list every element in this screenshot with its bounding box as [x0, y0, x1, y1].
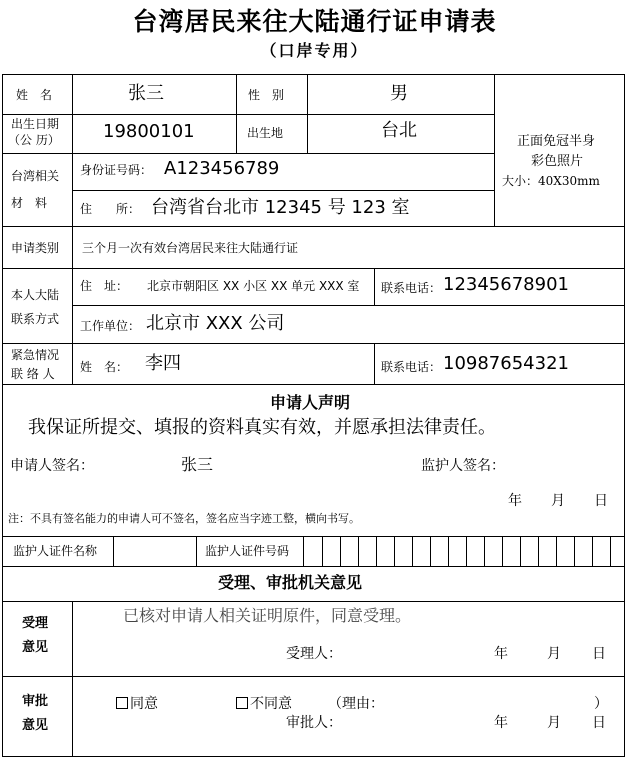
- residence-value[interactable]: 台湾省台北市 12345 号 123 室: [151, 197, 410, 218]
- accept-opinion-label-sub: 意见: [22, 640, 49, 655]
- photo-instruction-2: 彩色照片: [531, 154, 584, 169]
- agree-checkbox[interactable]: [116, 697, 128, 709]
- form-title: 台湾居民来往大陆通行证申请表: [132, 7, 497, 36]
- mainland-contact-label: 本人大陆: [11, 288, 60, 302]
- reason-close: ）: [594, 696, 608, 712]
- guardian-sign-label: 监护人签名：: [421, 458, 505, 474]
- approval-heading: 受理、审批机关意见: [218, 573, 363, 592]
- accept-day: 日: [592, 646, 606, 662]
- accept-opinion-text[interactable]: 已核对申请人相关证明原件，同意受理。: [123, 606, 412, 625]
- emergency-name-label: 姓 名：: [80, 360, 129, 374]
- mainland-phone-value[interactable]: 12345678901: [443, 274, 569, 295]
- approve-opinion-label-sub: 意见: [22, 718, 49, 733]
- applicant-sign-value[interactable]: 张三: [181, 455, 214, 474]
- disagree-option[interactable]: [236, 697, 292, 711]
- guardian-id-type-label: 监护人证件名称: [13, 544, 98, 558]
- accept-year: 年: [494, 646, 508, 662]
- approve-month: 月: [547, 715, 561, 731]
- emergency-phone-value[interactable]: 10987654321: [443, 353, 569, 374]
- declaration-note: 注：不具有签名能力的申请人可不签名，签名应当字迹工整，横向书写。: [8, 512, 360, 525]
- gender-label: 性 别: [248, 88, 285, 102]
- photo-instruction: 正面免冠半身: [517, 134, 596, 149]
- mainland-phone-label: 联系电话：: [381, 281, 442, 295]
- accept-opinion-label: 受理: [22, 616, 49, 631]
- accept-month: 月: [547, 646, 561, 662]
- id-number-label: 身份证号码：: [80, 163, 153, 177]
- disagree-checkbox[interactable]: [236, 697, 248, 709]
- work-unit-value[interactable]: 北京市 XXX 公司: [146, 313, 285, 334]
- applicant-sign-label: 申请人签名：: [10, 458, 94, 474]
- name-label: 姓 名: [16, 88, 53, 102]
- mainland-address-value[interactable]: 北京市朝阳区 XX 小区 XX 单元 XXX 室: [147, 279, 360, 293]
- birth-date-value[interactable]: 19800101: [103, 121, 195, 142]
- apply-type-label: 申请类别: [11, 241, 60, 255]
- declaration-year: 年: [508, 493, 522, 509]
- declaration-heading: 申请人声明: [270, 393, 351, 412]
- approve-day: 日: [592, 715, 606, 731]
- emergency-label: 紧急情况: [11, 348, 60, 362]
- birth-date-label: 出生日期: [11, 117, 60, 131]
- declaration-month: 月: [551, 493, 565, 509]
- mainland-address-label: 住 址：: [80, 279, 129, 293]
- form-subtitle: （口岸专用）: [260, 41, 369, 60]
- emergency-name-value[interactable]: 李四: [145, 353, 181, 374]
- emergency-label-sub: 联 络 人: [11, 367, 55, 381]
- approve-year: 年: [494, 715, 508, 731]
- apply-type-value[interactable]: 三个月一次有效台湾居民来往大陆通行证: [82, 241, 299, 255]
- disagree-label: 不同意: [250, 696, 292, 712]
- birth-date-label-sub: （公 历）: [8, 133, 60, 147]
- agree-label: 同意: [130, 696, 158, 712]
- work-unit-label: 工作单位：: [80, 319, 141, 333]
- photo-size: 大小：40X30mm: [502, 174, 600, 188]
- declaration-day: 日: [594, 493, 608, 509]
- gender-value[interactable]: 男: [390, 83, 408, 104]
- guardian-id-number-label: 监护人证件号码: [205, 544, 290, 558]
- acceptor-label: 受理人：: [286, 646, 342, 662]
- declaration-text: 我保证所提交、填报的资料真实有效，并愿承担法律责任。: [28, 417, 496, 438]
- approve-opinion-label: 审批: [22, 694, 49, 709]
- taiwan-docs-label-sub: 材 料: [11, 196, 48, 210]
- birth-place-value[interactable]: 台北: [381, 120, 417, 141]
- taiwan-docs-label: 台湾相关: [11, 169, 60, 183]
- agree-option[interactable]: [116, 697, 158, 711]
- name-value[interactable]: 张三: [128, 83, 164, 104]
- reason-label: （理由：: [328, 696, 384, 712]
- mainland-contact-label-sub: 联系方式: [11, 312, 60, 326]
- emergency-phone-label: 联系电话：: [381, 360, 442, 374]
- id-number-value[interactable]: A123456789: [164, 158, 280, 179]
- residence-label: 住 所：: [80, 202, 141, 216]
- birth-place-label: 出生地: [247, 126, 284, 140]
- approver-label: 审批人：: [286, 715, 342, 731]
